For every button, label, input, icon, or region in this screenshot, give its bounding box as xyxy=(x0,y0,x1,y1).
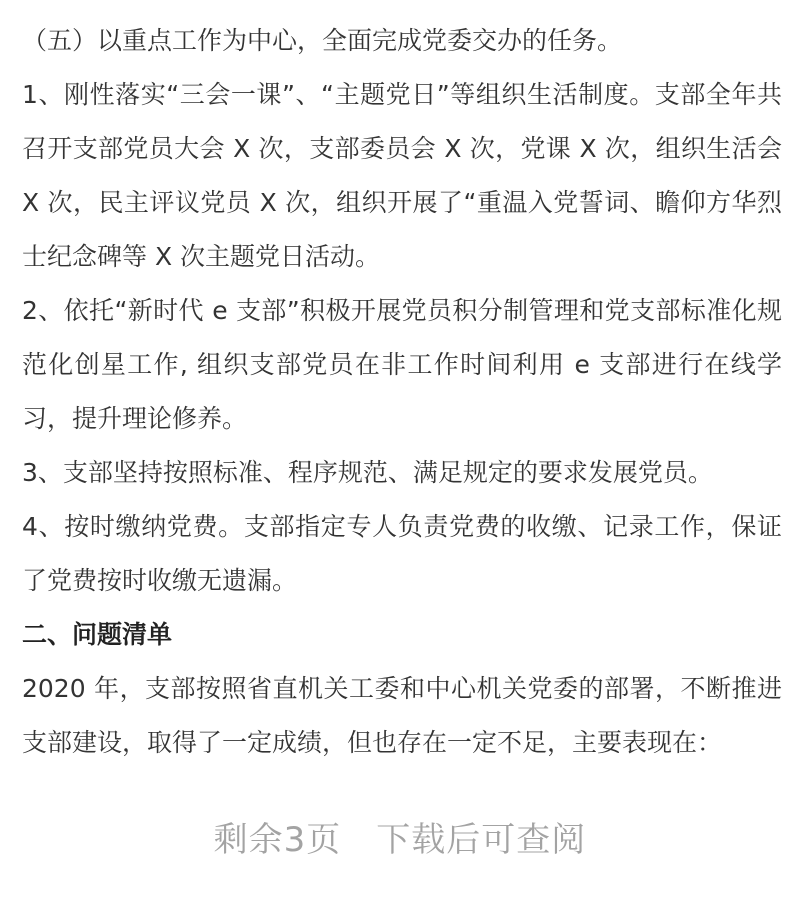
paragraph-item-4: 4、按时缴纳党费。支部指定专人负责党费的收缴、记录工作，保证了党费按时收缴无遗漏。 xyxy=(22,512,782,595)
section-heading-problem-list: 二、问题清单 xyxy=(22,620,173,649)
paragraph-summary-2020: 2020 年，支部按照省直机关工委和中心机关党委的部署，不断推进支部建设，取得了一定成绩，但也存在一定不足，主要表现在： xyxy=(22,674,782,757)
remaining-pages-download-link[interactable]: 剩余3页 下载后可查阅 xyxy=(213,820,587,860)
section-heading-five: （五）以重点工作为中心，全面完成党委交办的任务。 xyxy=(22,26,623,55)
paragraph-item-1: 1、刚性落实“三会一课”、“主题党日”等组织生活制度。支部全年共召开支部党员大会 X 次，支部委员会 X 次，党课 X 次，组织生活会 X 次，民主评议党员 X 次，组织开展了“重温入党誓词、瞻仰方华烈士纪念碑等 X 次主题党日活动。 xyxy=(22,80,782,271)
document-body xyxy=(22,14,782,770)
paragraph-item-2: 2、依托“新时代 e 支部”积极开展党员积分制管理和党支部标准化规范化创星工作, 组织支部党员在非工作时间利用 e 支部进行在线学习，提升理论修养。 xyxy=(22,296,782,433)
paragraph-item-3: 3、支部坚持按照标准、程序规范、满足规定的要求发展党员。 xyxy=(22,458,713,487)
